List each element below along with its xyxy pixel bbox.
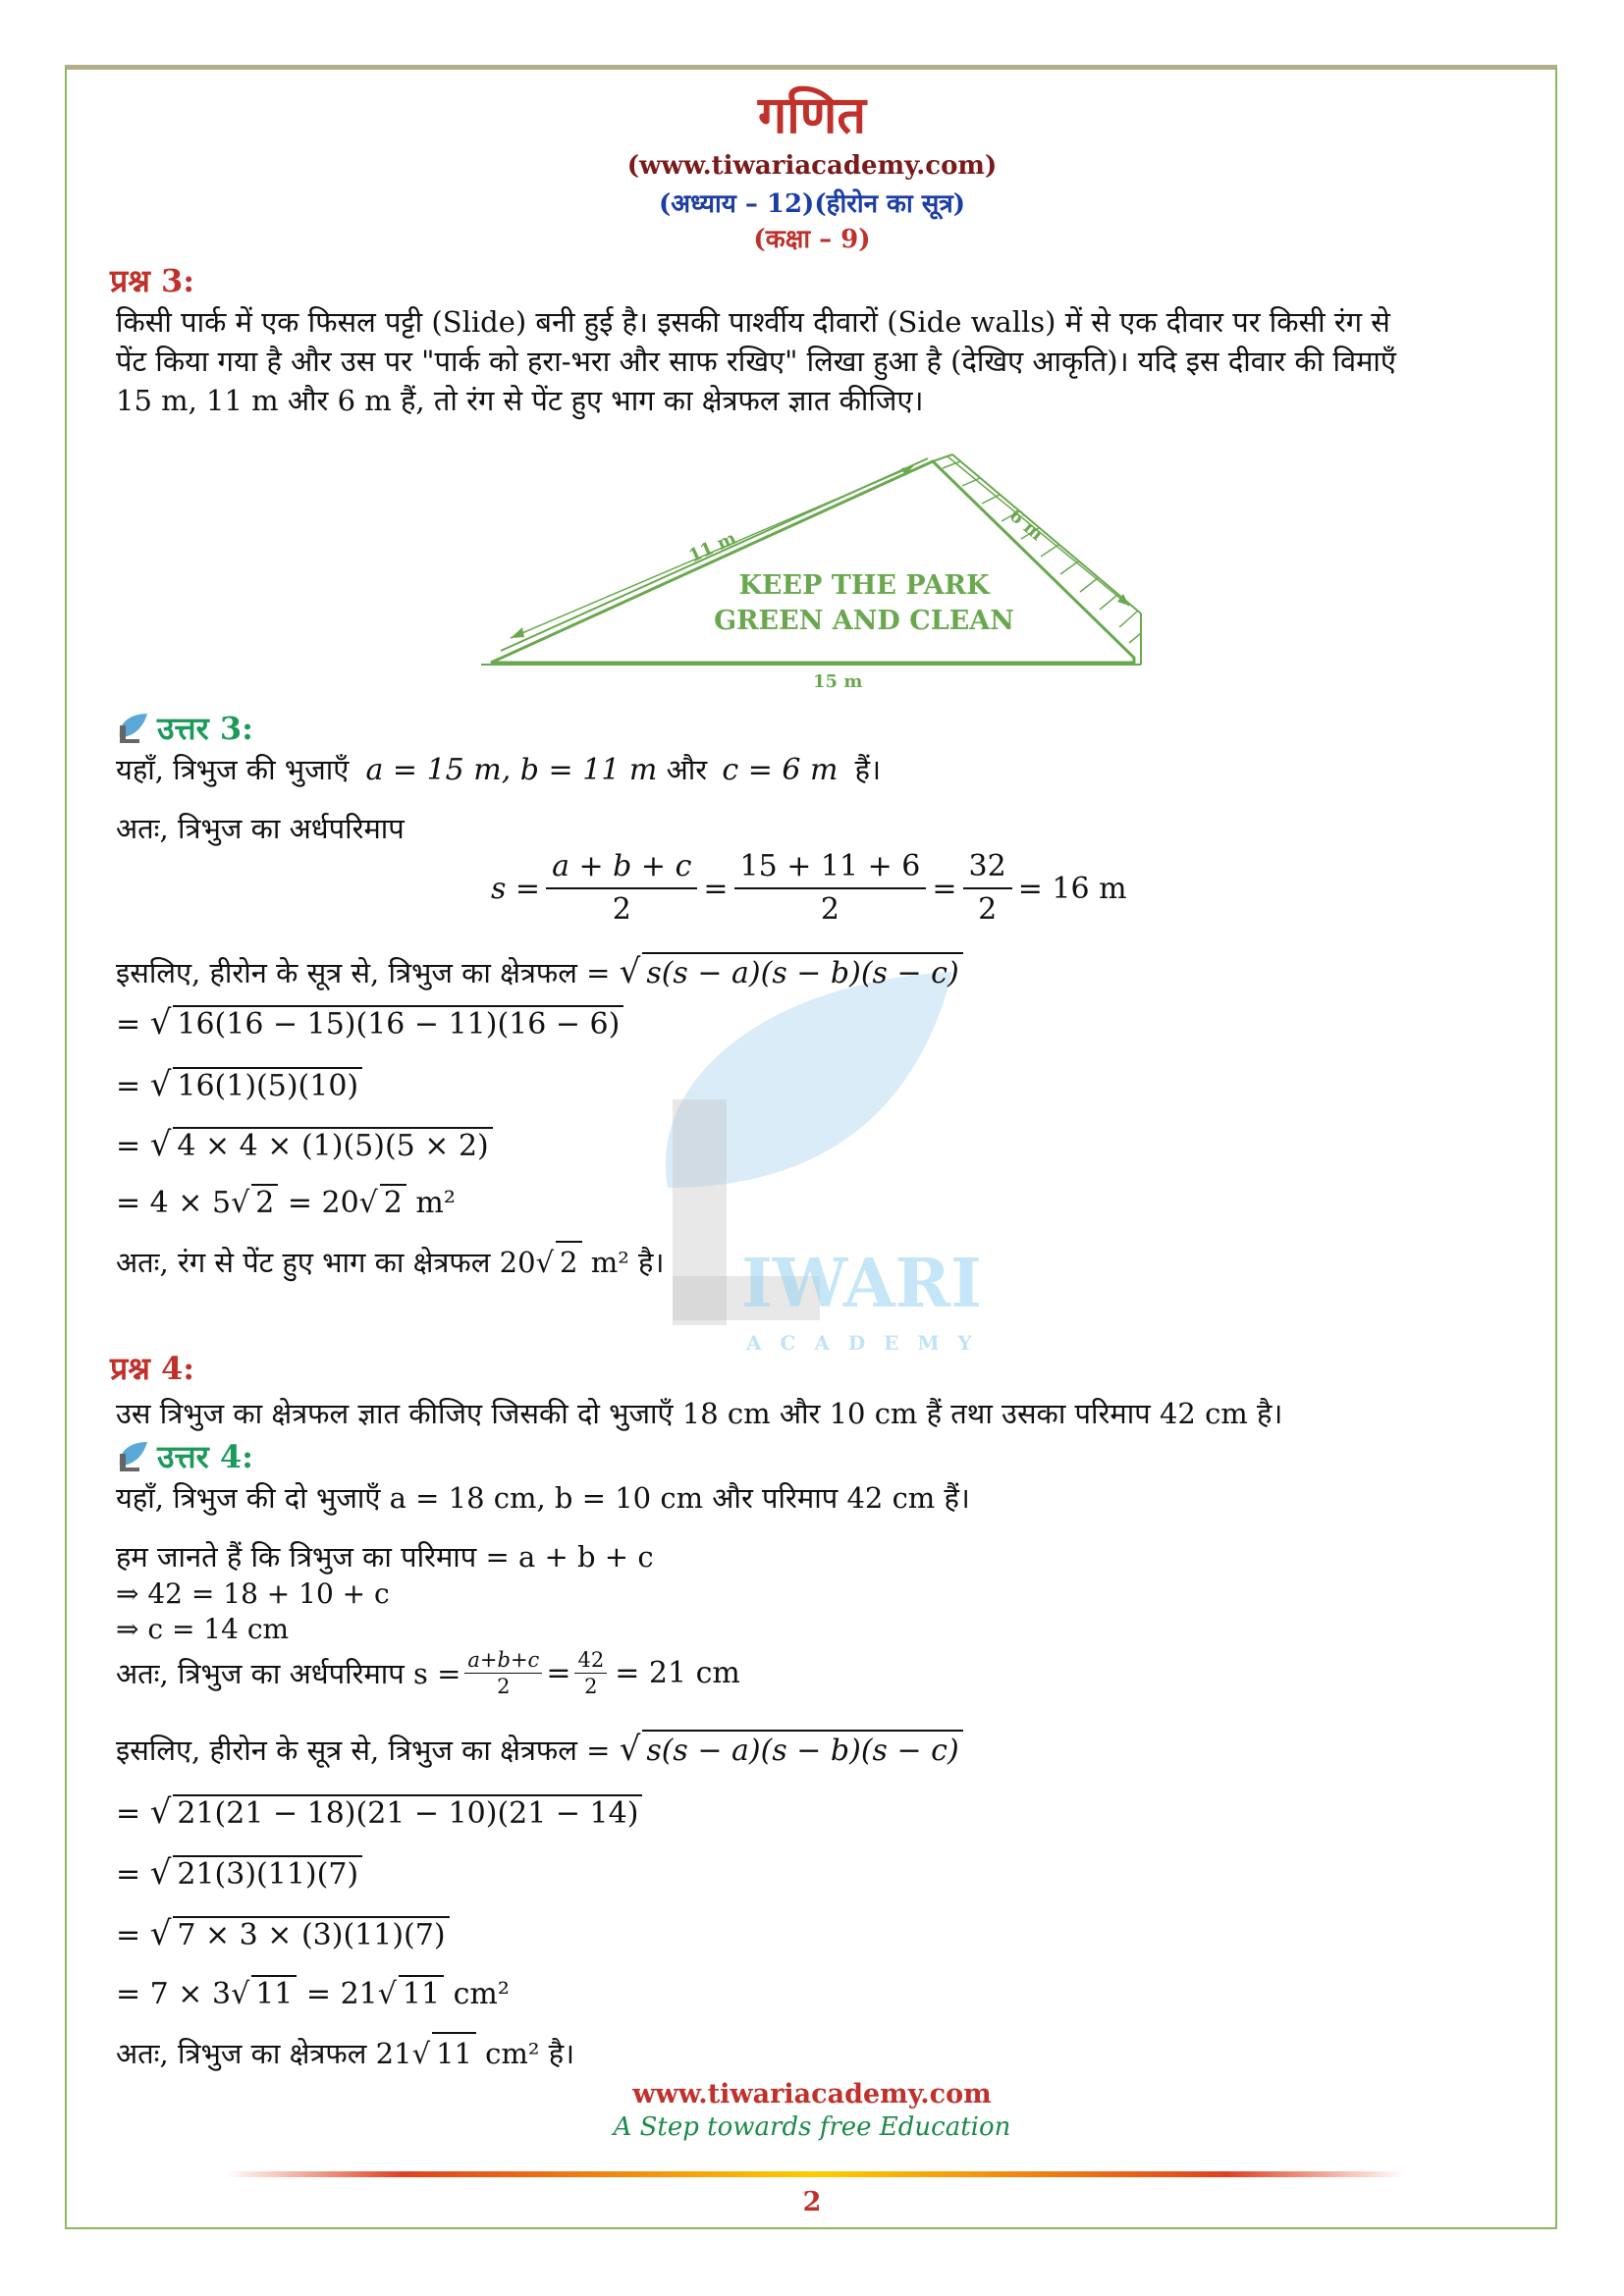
fraction-values bbox=[734, 846, 927, 931]
answer-4-label: उत्तर 4: bbox=[157, 1438, 253, 1475]
heron-formula bbox=[619, 952, 963, 991]
heron-radicand: s(s − a)(s − b)(s − c) bbox=[642, 952, 962, 993]
sqrt-icon: √ bbox=[149, 1125, 172, 1164]
fraction-sum-num: 32 bbox=[963, 846, 1012, 889]
heron-label: इसलिए, हीरोन के सूत्र से, त्रिभुज का क्षेत्रफल = bbox=[116, 1734, 611, 1767]
answer-3-heading bbox=[116, 707, 253, 749]
step-1-radicand: 16(16 − 15)(16 − 11)(16 − 6) bbox=[173, 1005, 623, 1041]
footer-tagline: A Step towards free Education bbox=[613, 2112, 1011, 2142]
header-class: (कक्षा – 9) bbox=[753, 225, 871, 254]
sqrt-icon: √ bbox=[619, 952, 641, 991]
figure-sign-line-2: GREEN AND CLEAN bbox=[714, 606, 1014, 636]
answer-4-step-2: = √ 21(3)(11)(7) bbox=[116, 1853, 362, 1893]
fraction-values-den: 2 bbox=[820, 892, 839, 927]
footer-website[interactable]: www.tiwariacademy.com bbox=[632, 2079, 992, 2109]
step-4-unit: cm² bbox=[444, 1977, 510, 2011]
page-number: 2 bbox=[802, 2187, 822, 2217]
s-equals: s = bbox=[491, 871, 541, 906]
small-fraction-42-num: 42 bbox=[574, 1647, 607, 1674]
answer-4-semiperimeter bbox=[116, 1647, 740, 1699]
question-4-heading: प्रश्न 4: bbox=[110, 1350, 195, 1387]
slide-wall-figure bbox=[481, 447, 1149, 702]
conclusion-radicand: 11 bbox=[432, 2032, 476, 2073]
answer-4-step-b: ⇒ c = 14 cm bbox=[116, 1613, 290, 1645]
sqrt-icon: √ bbox=[358, 1186, 378, 1220]
answer-4-step-1: = √ 21(21 − 18)(21 − 10)(21 − 14) bbox=[116, 1792, 642, 1832]
answer-3-semiperimeter-label: अतः, त्रिभुज का अर्धपरिमाप bbox=[116, 812, 405, 845]
sqrt-icon: √ bbox=[231, 1186, 250, 1220]
footer-divider bbox=[226, 2171, 1404, 2177]
heron-label: इसलिए, हीरोन के सूत्र से, त्रिभुज का क्षेत्रफल = bbox=[116, 956, 611, 989]
fraction-values-num: 15 + 11 + 6 bbox=[734, 846, 927, 889]
conclusion-part-a: अतः, रंग से पेंट हुए भाग का क्षेत्रफल 20 bbox=[116, 1246, 536, 1279]
question-3-heading: प्रश्न 3: bbox=[110, 262, 195, 299]
small-fraction-42 bbox=[574, 1647, 607, 1699]
page-title: गणित bbox=[758, 85, 866, 145]
answer-4-heading bbox=[116, 1435, 253, 1477]
heron-formula bbox=[619, 1730, 963, 1769]
step-4-radicand-2: 2 bbox=[380, 1184, 406, 1220]
equals-sign: = bbox=[932, 871, 957, 906]
step-2-radicand: 16(1)(5)(10) bbox=[173, 1067, 362, 1103]
figure-label-6m: 6 m bbox=[1004, 505, 1048, 546]
sqrt-icon: √ bbox=[149, 1792, 172, 1832]
fraction-abc bbox=[546, 846, 697, 931]
conclusion-part-c: m² है। bbox=[581, 1246, 665, 1279]
answer-3-step-3: = √ 4 × 4 × (1)(5)(5 × 2) bbox=[116, 1125, 493, 1164]
answer-4-given: यहाँ, त्रिभुज की दो भुजाएँ a = 18 cm, b = 10 cm और परिमाप 42 cm हैं। bbox=[116, 1481, 970, 1515]
answer-4-step-4 bbox=[116, 1975, 510, 2011]
step-4-unit: m² bbox=[406, 1186, 456, 1220]
step-4-radicand-2: 11 bbox=[399, 1975, 444, 2011]
answer-4-heron-line bbox=[116, 1730, 963, 1771]
question-3-text bbox=[116, 302, 1530, 420]
question-3-line-1: किसी पार्क में एक फिसल पट्टी (Slide) बनी हुई है। इसकी पार्श्वीय दीवारों (Side walls) में से एक दीवार पर किसी रंग से bbox=[116, 305, 1390, 339]
answer-3-step-1: = √ 16(16 − 15)(16 − 11)(16 − 6) bbox=[116, 1003, 623, 1042]
answer-3-step-2: = √ 16(1)(5)(10) bbox=[116, 1065, 362, 1104]
s-result: = 21 cm bbox=[615, 1655, 740, 1690]
small-fraction-abc-den: 2 bbox=[497, 1675, 511, 1698]
answer-3-label: उत्तर 3: bbox=[157, 710, 253, 747]
fraction-sum-den: 2 bbox=[978, 892, 998, 927]
sqrt-icon: √ bbox=[619, 1730, 641, 1769]
answer-3-conclusion bbox=[116, 1241, 664, 1282]
answer-3-heron-line bbox=[116, 952, 963, 993]
fraction-abc-num: a + b + c bbox=[546, 846, 697, 889]
equals-sign: = bbox=[703, 871, 729, 906]
equals-sign: = bbox=[546, 1655, 571, 1690]
sqrt-icon: √ bbox=[377, 1977, 397, 2011]
semi-label: अतः, त्रिभुज का अर्धपरिमाप s = bbox=[116, 1656, 461, 1690]
answer-3-given-and: और bbox=[666, 753, 708, 786]
answer-3-given-c: c = 6 m bbox=[722, 753, 839, 787]
answer-3-given-values: a = 15 m, b = 11 m bbox=[365, 753, 658, 787]
step-4-part-a: = 7 × 3 bbox=[116, 1977, 232, 2011]
step-4-part-a: = 4 × 5 bbox=[116, 1186, 232, 1220]
header-website: (www.tiwariacademy.com) bbox=[626, 151, 998, 181]
sqrt-icon: √ bbox=[149, 1914, 172, 1953]
figure-label-11m: 11 m bbox=[685, 527, 740, 567]
conclusion-part-a: अतः, त्रिभुज का क्षेत्रफल 21 bbox=[116, 2037, 412, 2070]
heron-radicand: s(s − a)(s − b)(s − c) bbox=[642, 1730, 962, 1771]
step-2-radicand: 21(3)(11)(7) bbox=[173, 1855, 362, 1892]
answer-3-given-suffix: हैं। bbox=[854, 753, 882, 786]
watermark-subtext: A C A D E M Y bbox=[746, 1331, 978, 1355]
question-3-line-2: पेंट किया गया है और उस पर "पार्क को हरा-भरा और साफ रखिए" लिखा हुआ है (देखिए आकृति)। यदि इस दीवार की विमाएँ bbox=[116, 345, 1396, 378]
figure-sign-line-1: KEEP THE PARK bbox=[738, 570, 990, 601]
step-4-radicand-1: 11 bbox=[251, 1975, 297, 2011]
fraction-sum bbox=[963, 846, 1012, 931]
answer-4-step-3: = √ 7 × 3 × (3)(11)(7) bbox=[116, 1914, 450, 1953]
step-3-radicand: 4 × 4 × (1)(5)(5 × 2) bbox=[173, 1127, 492, 1163]
answer-4-perimeter: हम जानते हैं कि त्रिभुज का परिमाप = a + b + c bbox=[116, 1540, 654, 1574]
step-3-radicand: 7 × 3 × (3)(11)(7) bbox=[173, 1916, 449, 1952]
sqrt-icon: √ bbox=[149, 1853, 172, 1893]
sqrt-icon: √ bbox=[535, 1246, 555, 1279]
small-fraction-42-den: 2 bbox=[584, 1675, 598, 1698]
tiwari-leaf-icon bbox=[116, 1440, 151, 1473]
answer-4-step-a: ⇒ 42 = 18 + 10 + c bbox=[116, 1577, 390, 1610]
question-4-text: उस त्रिभुज का क्षेत्रफल ज्ञात कीजिए जिसकी दो भुजाएँ 18 cm और 10 cm हैं तथा उसका परिमाप 42 cm है। bbox=[116, 1397, 1283, 1430]
answer-4-conclusion bbox=[116, 2032, 574, 2073]
figure-label-15m: 15 m bbox=[813, 671, 863, 692]
watermark-text: IWARI bbox=[741, 1245, 982, 1323]
s-result: = 16 m bbox=[1017, 871, 1127, 906]
answer-3-semiperimeter-equation bbox=[491, 846, 1127, 931]
step-1-radicand: 21(21 − 18)(21 − 10)(21 − 14) bbox=[173, 1794, 642, 1831]
step-4-radicand-1: 2 bbox=[251, 1184, 278, 1220]
step-4-part-c: = 20 bbox=[278, 1186, 359, 1220]
header-chapter: (अध्याय – 12)(हीरोन का सूत्र) bbox=[658, 189, 966, 219]
sqrt-icon: √ bbox=[149, 1003, 172, 1042]
sqrt-icon: √ bbox=[149, 1065, 172, 1104]
answer-3-step-4 bbox=[116, 1184, 456, 1220]
small-fraction-abc bbox=[464, 1647, 542, 1699]
small-fraction-abc-num: a+b+c bbox=[464, 1647, 542, 1674]
question-3-line-3: 15 m, 11 m और 6 m हैं, तो रंग से पेंट हुए भाग का क्षेत्रफल ज्ञात कीजिए। bbox=[116, 384, 924, 417]
tiwari-leaf-icon bbox=[116, 712, 151, 745]
answer-3-given-prefix: यहाँ, त्रिभुज की भुजाएँ bbox=[116, 753, 350, 786]
fraction-abc-den: 2 bbox=[612, 892, 631, 927]
answer-3-given bbox=[116, 750, 881, 790]
conclusion-part-c: cm² है। bbox=[475, 2037, 575, 2070]
sqrt-icon: √ bbox=[411, 2037, 431, 2070]
conclusion-radicand: 2 bbox=[556, 1241, 581, 1282]
step-4-part-c: = 21 bbox=[297, 1977, 378, 2011]
sqrt-icon: √ bbox=[231, 1977, 250, 2011]
